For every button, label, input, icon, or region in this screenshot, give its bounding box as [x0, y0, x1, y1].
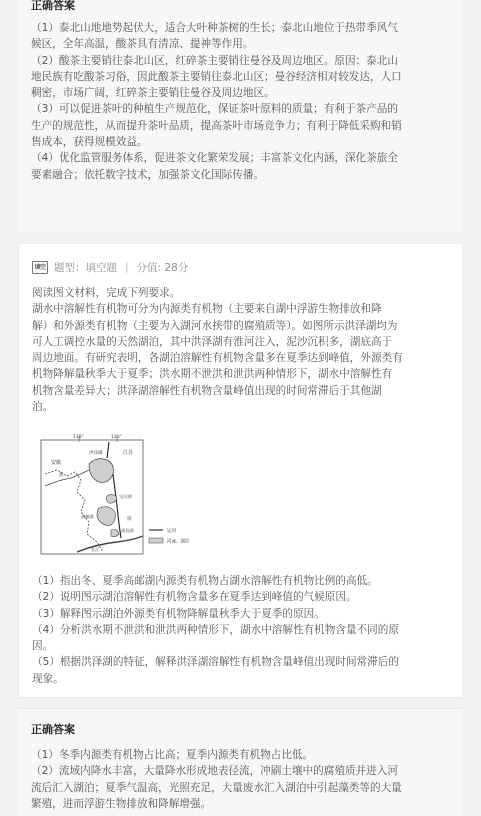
sub-question-line: （4）分析洪水期不泄洪和泄洪两种情形下，湖水中溶解性有机物含量不同的原	[32, 623, 399, 636]
material-line: 阅读图文材料，完成下列要求。	[32, 287, 181, 299]
longitude-label: 118°	[73, 435, 84, 440]
question-material	[32, 285, 457, 415]
label-yangtze-river: 长江	[91, 547, 100, 552]
material-line: 可人工调控水量的天然湖泊，其中洪泽湖有淮河注入，泥沙沉积多，湖底高于	[32, 335, 393, 348]
answer-line: 流后汇入湖泊；夏季气温高，光照充足，大量废水汇入湖泊中引起藻类等的大量	[31, 781, 402, 794]
answer-text	[31, 747, 456, 812]
material-line: 周边地面。有研究表明，各湖泊溶解性有机物含量多在夏季达到峰值，外源类有	[32, 352, 403, 365]
label-hongze-lake: 洪泽湖	[89, 451, 103, 456]
longitude-label: 120°	[111, 435, 122, 440]
label-anhui: 安徽	[51, 460, 62, 466]
answer-line: 稠密，市场广阔，红碎茶主要销往曼谷及周边地区。	[31, 87, 275, 100]
label-yang: 扬	[127, 517, 132, 522]
question-type: 题型：填空题	[54, 261, 117, 274]
question-score: 分值: 28分	[136, 261, 189, 274]
answer-panel-bottom	[18, 708, 463, 816]
answer-line: （1）泰北山地地势起伏大，适合大叶种茶树的生长；泰北山地位于热带季风气	[31, 22, 398, 34]
material-line: 机物降解量秋季大于夏季；洪水期不泄洪和泄洪两种情形下，湖水中溶解性有	[32, 368, 393, 381]
answer-text	[31, 20, 456, 183]
material-line: 机物含量差异大；洪泽湖溶解性有机物含量峰值出现的时间常滞后于其他湖	[32, 384, 382, 397]
legend-water-label: 河流、湖泊	[167, 539, 190, 545]
answer-line: 要素融合；依托数字技术，加强茶文化国际传播。	[31, 168, 265, 181]
answer-line: 繁殖，进而浮游生物排放和降解增强。	[31, 797, 212, 810]
label-gaoyou-lake: 高邮湖	[81, 514, 94, 519]
question-type-icon: 填空	[32, 261, 48, 274]
lake-map-figure	[37, 434, 207, 560]
material-line: 泊。	[32, 401, 54, 414]
legend-canal-label: 运河	[167, 529, 176, 534]
legend-water-swatch	[149, 538, 163, 543]
sub-question-line: 现象。	[32, 672, 64, 685]
answer-line: 候区，全年高温，酸茶具有清凉、提神等作用。	[31, 38, 254, 51]
sub-question-line: 因。	[32, 640, 54, 653]
sub-question-line: （2）说明图示湖泊溶解性有机物含量多在夏季达到峰值的气候原因。	[32, 591, 357, 604]
label-huai-river: 淮	[59, 473, 64, 478]
label-shaobo-lake: 邵伯湖	[121, 528, 134, 533]
sub-question-line: （5）根据洪泽湖的特征，解释洪泽湖溶解性有机物含量峰值出现时间常滞后的	[32, 656, 399, 669]
question-meta	[32, 259, 188, 275]
question-card	[18, 243, 463, 698]
answer-title: 正确答案	[31, 0, 75, 12]
answer-line: 地民族有吃酸茶习俗，因此酸茶主要销往泰北山区；曼谷经济相对较发达，人口	[31, 70, 402, 83]
sub-question-line: （3）解释图示湖泊外源类有机物降解量秋季大于夏季的原因。	[32, 607, 325, 620]
answer-line: 生产的规范性，从而提升茶叶品质，提高茶叶市场竞争力；有利于降低采购和销	[31, 119, 402, 132]
answer-line: 售成本，获得规模效益。	[31, 136, 148, 149]
answer-panel-top	[18, 0, 463, 232]
answer-line: （3）可以促进茶叶的种植生产规范化，保证茶叶原料的质量；有利于茶产品的	[31, 103, 398, 116]
material-line: 解）和外源类有机物（主要为入湖河水挟带的腐殖质等）。如图所示洪泽湖均为	[32, 319, 398, 332]
answer-line: （2）酸茶主要销往泰北山区，红碎茶主要销往曼谷及周边地区。原因：泰北山	[31, 54, 398, 67]
answer-line: （4）优化监管服务体系，促进茶文化繁荣发展；丰富茶文化内涵，深化茶旅全	[31, 152, 398, 165]
sub-questions	[32, 573, 457, 687]
label-jiangsu: 江苏	[123, 450, 134, 456]
answer-title: 正确答案	[31, 723, 75, 736]
meta-divider: |	[125, 261, 129, 273]
answer-line: （1）冬季内源类有机物占比高；夏季内源类有机物占比低。	[31, 749, 314, 761]
sub-question-line: （1）指出冬、夏季高邮湖内源类有机物占湖水溶解性有机物比例的高低。	[32, 575, 378, 587]
answer-line: （2）流域内降水丰富，大量降水形成地表径流，冲刷土壤中的腐殖质并进入河	[31, 765, 398, 778]
material-line: 湖水中溶解性有机物可分为内源类有机物（主要来自湖中浮游生物排放和降	[32, 303, 382, 316]
label-baoying-lake: 宝应湖	[119, 494, 132, 499]
